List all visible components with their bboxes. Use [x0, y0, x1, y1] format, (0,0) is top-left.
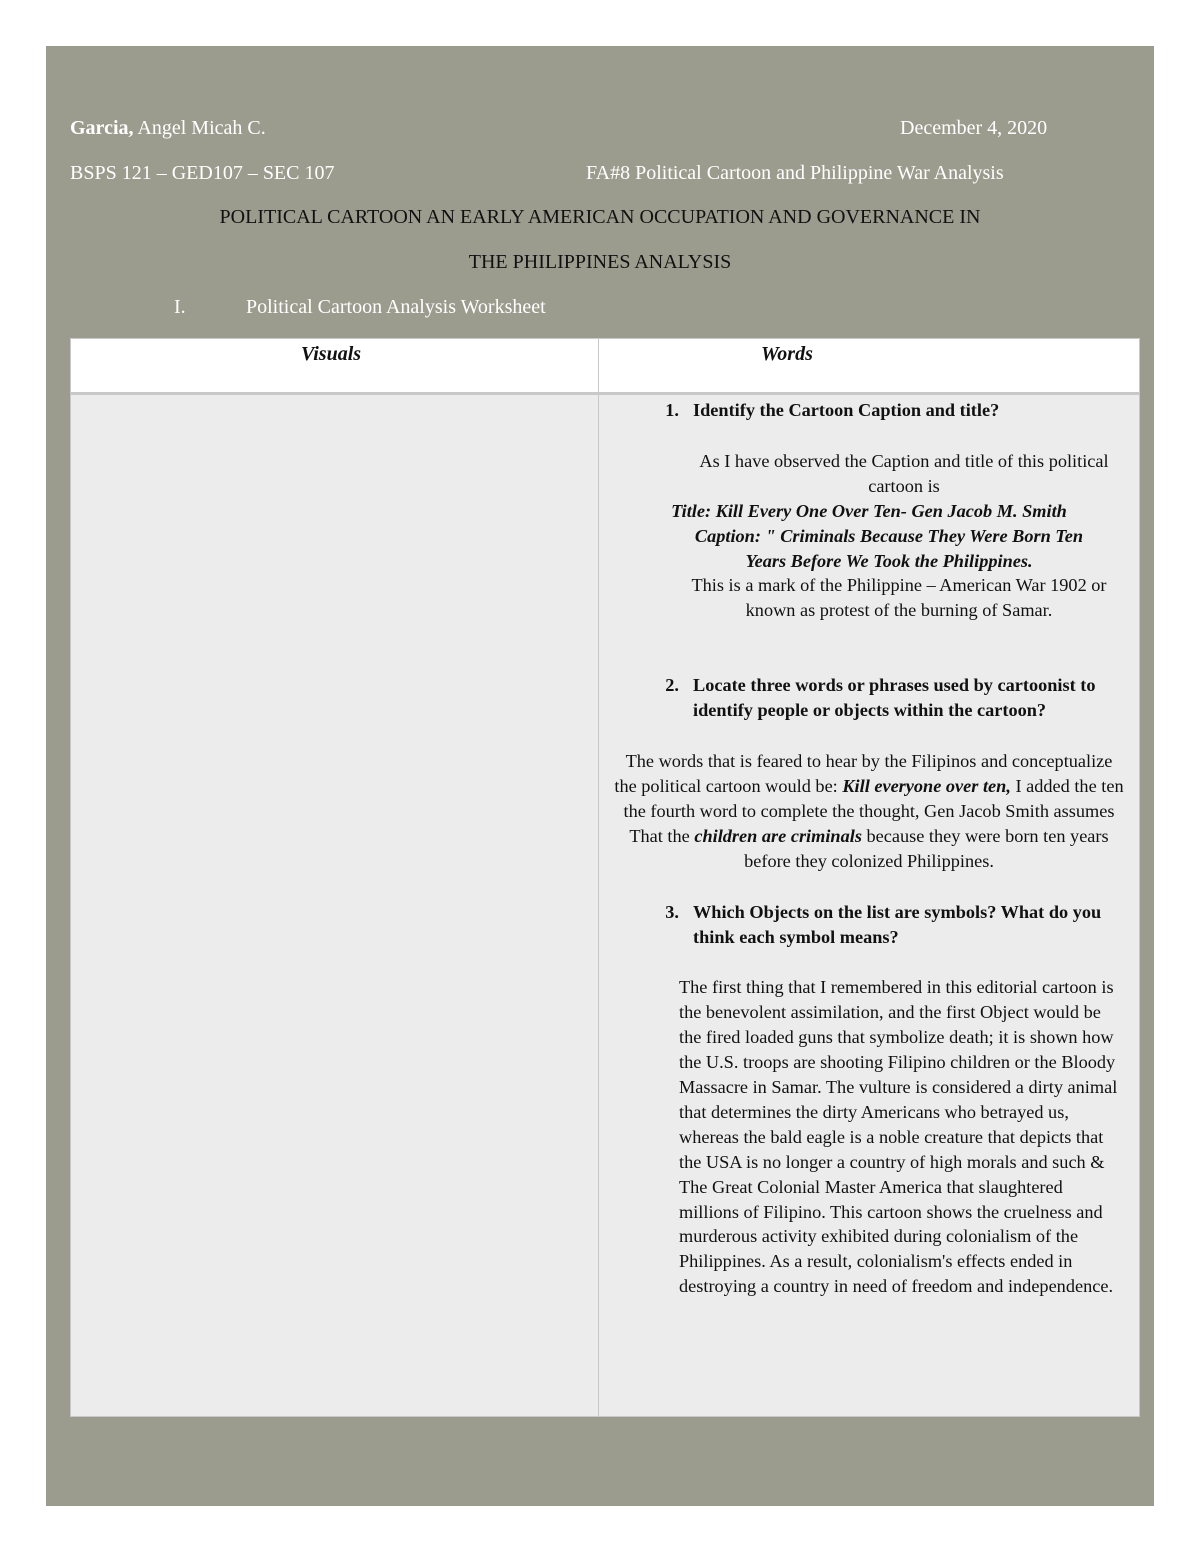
document-title-line-1: POLITICAL CARTOON AN EARLY AMERICAN OCCUPATION AND GOVERNANCE IN	[219, 206, 981, 228]
section-number: I.	[174, 296, 186, 318]
answer-2-part-2: I added the ten the fourth word to complete the thought, Gen Jacob Smith assumes That the	[623, 775, 1124, 846]
answer-2-emphasis-2: children are criminals	[694, 825, 862, 846]
student-name	[70, 117, 266, 140]
answer-1-outro: This is a mark of the Philippine – American War 1902 or known as protest of the burning of Samar.	[691, 575, 1107, 621]
student-surname: Garcia,	[70, 117, 134, 139]
answer-2-part-1: The words that is feared to hear by the Filipinos and conceptualize the political cartoon would be:	[614, 751, 1113, 796]
course-code: BSPS 121 – GED107 – SEC 107	[70, 162, 335, 184]
question-1-number: 1.	[665, 400, 679, 420]
section-heading	[174, 296, 546, 319]
answer-2-emphasis-1: Kill everyone over ten,	[842, 775, 1011, 796]
answer-2	[613, 749, 1125, 874]
table-header-row	[71, 339, 1140, 394]
analysis-worksheet-table	[70, 338, 1140, 1417]
document-page	[46, 46, 1154, 1506]
answer-1	[613, 449, 1125, 623]
words-column-header: Words	[599, 339, 1140, 394]
answer-3: The first thing that I remembered in this editorial cartoon is the benevolent assimilation, and the first Object would be the fired loaded guns that symbolize death; it is shown how the U.S. troops are shooting Filipino children or the Bloody Massacre in Samar. The vulture is considered a dirty animal that determines the dirty Americans who betrayed us, whereas the bald eagle is a noble creature that depicts that the USA is no longer a country of high morals and such & The Great Colonial Master America that slaughtered millions of Filipino. This cartoon shows the cruelness and murderous activity exhibited during colonialism of the Philippines. As a result, colonialism's effects ended in destroying a country in need of freedom and independence.	[679, 977, 1118, 1297]
question-3-text: Which Objects on the list are symbols? What do you think each symbol means?	[693, 901, 1102, 947]
student-given-name: Angel Micah C.	[137, 117, 266, 139]
words-cell	[599, 394, 1140, 1417]
section-label: Political Cartoon Analysis Worksheet	[246, 296, 546, 318]
document-date: December 4, 2020	[900, 117, 1048, 139]
answer-1-title: Title: Kill Every One Over Ten- Gen Jacob M. Smith	[671, 500, 1067, 521]
question-3	[613, 900, 1125, 950]
question-1-text: Identify the Cartoon Caption and title?	[693, 400, 1000, 420]
answer-2-part-3: because they were born ten years before they colonized Philippines.	[744, 825, 1109, 871]
table-body-row	[71, 394, 1140, 1417]
document-title-line-2: THE PHILIPPINES ANALYSIS	[468, 251, 732, 273]
question-1	[613, 398, 1125, 423]
answer-1-intro: As I have observed the Caption and title of this political cartoon is	[699, 450, 1109, 496]
question-2	[613, 673, 1125, 723]
visuals-column-header: Visuals	[71, 339, 599, 394]
assignment-title: FA#8 Political Cartoon and Philippine War Analysis	[586, 162, 1004, 184]
question-3-number: 3.	[665, 901, 679, 922]
question-2-number: 2.	[665, 675, 679, 696]
answer-1-caption: Caption: " Criminals Because They Were Born Ten Years Before We Took the Philippines.	[694, 525, 1084, 571]
visuals-cell	[71, 394, 599, 1417]
question-2-text: Locate three words or phrases used by cartoonist to identify people or objects within the cartoon?	[693, 675, 1096, 721]
